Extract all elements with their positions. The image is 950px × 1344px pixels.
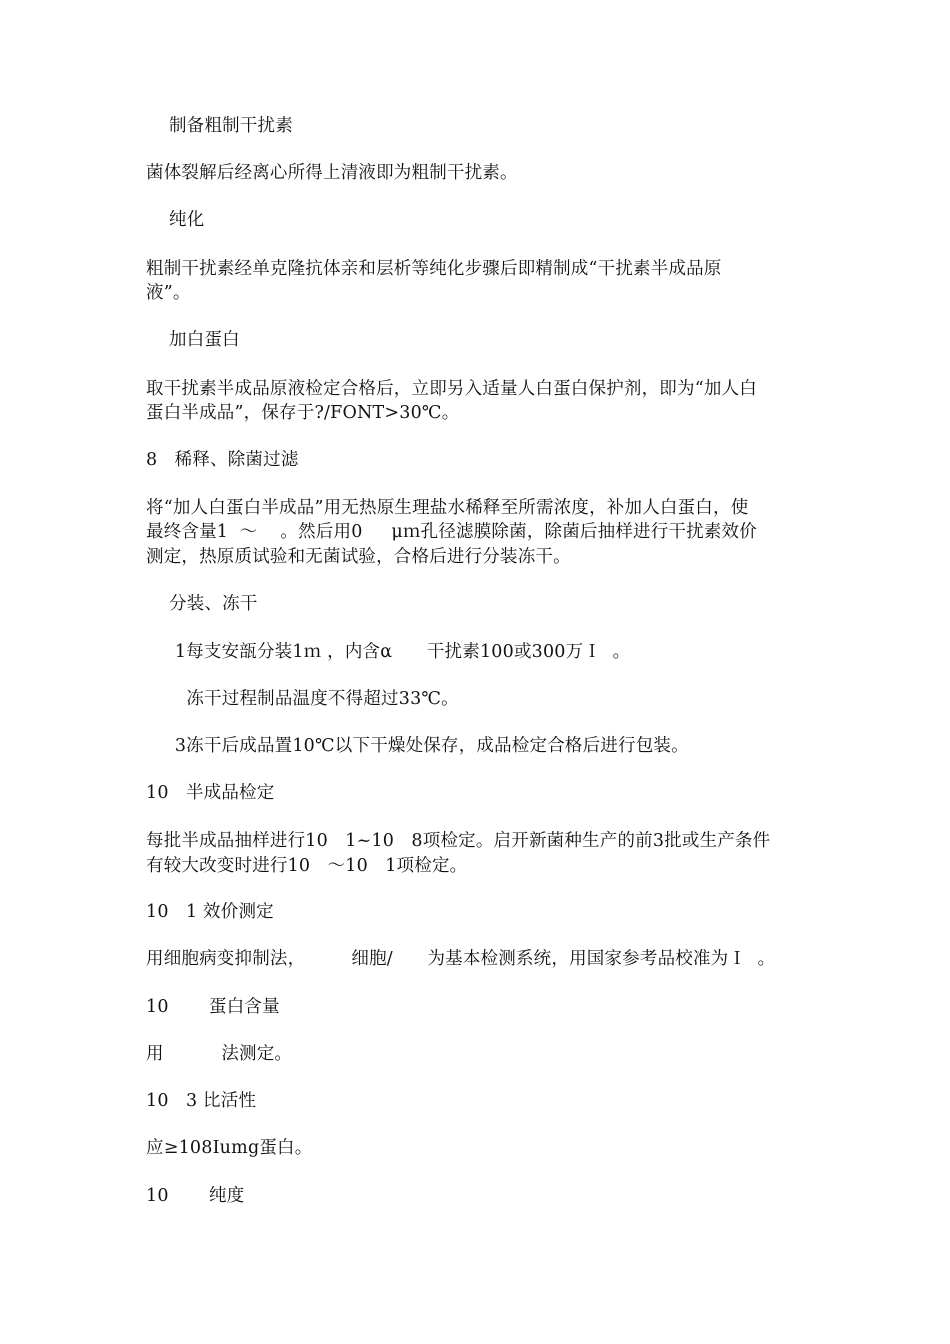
section-heading-dilution-filtration: 8 稀释、除菌过滤 — [146, 450, 299, 470]
section-heading-add-albumin: 加白蛋白 — [146, 330, 240, 350]
paragraph-line: 液”。 — [146, 283, 191, 303]
paragraph-line: 每批半成品抽样进行10 1~10 8项检定。启开新菌种生产的前3批或生产条件 — [146, 831, 771, 851]
section-heading-specific-activity: 10 3 比活性 — [146, 1091, 257, 1111]
paragraph-line: 蛋白半成品”，保存于?/FONT>30℃。 — [146, 403, 460, 423]
paragraph-line: 将“加人白蛋白半成品”用无热原生理盐水稀释至所需浓度，补加人白蛋白，使 — [146, 498, 749, 518]
section-heading-potency-assay: 10 1 效价测定 — [146, 902, 274, 922]
paragraph-line: 用细胞病变抑制法， 细胞/ 为基本检测系统，用国家参考品校准为Ｉ 。 — [146, 949, 776, 969]
paragraph-line: 菌体裂解后经离心所得上清液即为粗制干扰素。 — [146, 163, 518, 183]
paragraph-line: 粗制干扰素经单克隆抗体亲和层析等纯化步骤后即精制成“干扰素半成品原 — [146, 259, 722, 279]
paragraph-line: 用 法测定。 — [146, 1044, 293, 1064]
paragraph-line: 有较大改变时进行10 ～10 1项检定。 — [146, 856, 468, 876]
section-heading-crude-interferon: 制备粗制干扰素 — [146, 116, 293, 136]
section-heading-purity: 10 纯度 — [146, 1186, 245, 1206]
section-heading-protein-content: 10 蛋白含量 — [146, 997, 280, 1017]
list-item: 1每支安瓿分装1ｍ ，内含α 干扰素100或300万Ｉ 。 — [146, 642, 631, 662]
paragraph-line: 测定，热原质试验和无菌试验，合格后进行分装冻干。 — [146, 547, 571, 567]
paragraph-line: 取干扰素半成品原液检定合格后，立即另入适量人白蛋白保护剂，即为“加人白 — [146, 379, 757, 399]
paragraph-line: 应≥108Iumg蛋白。 — [146, 1138, 313, 1158]
section-heading-packaging-freeze-drying: 分装、冻干 — [146, 594, 258, 614]
section-heading-semi-finished-inspection: 10 半成品检定 — [146, 783, 275, 803]
list-item: 冻干过程制品温度不得超过33℃。 — [146, 689, 459, 709]
paragraph-line: 最终含量1 ～ 。然后用0 μｍ孔径滤膜除菌，除菌后抽样进行干扰素效价 — [146, 522, 757, 542]
section-heading-purification: 纯化 — [146, 210, 205, 230]
list-item: 3冻干后成品置10℃以下干燥处保存，成品检定合格后进行包装。 — [146, 736, 689, 756]
